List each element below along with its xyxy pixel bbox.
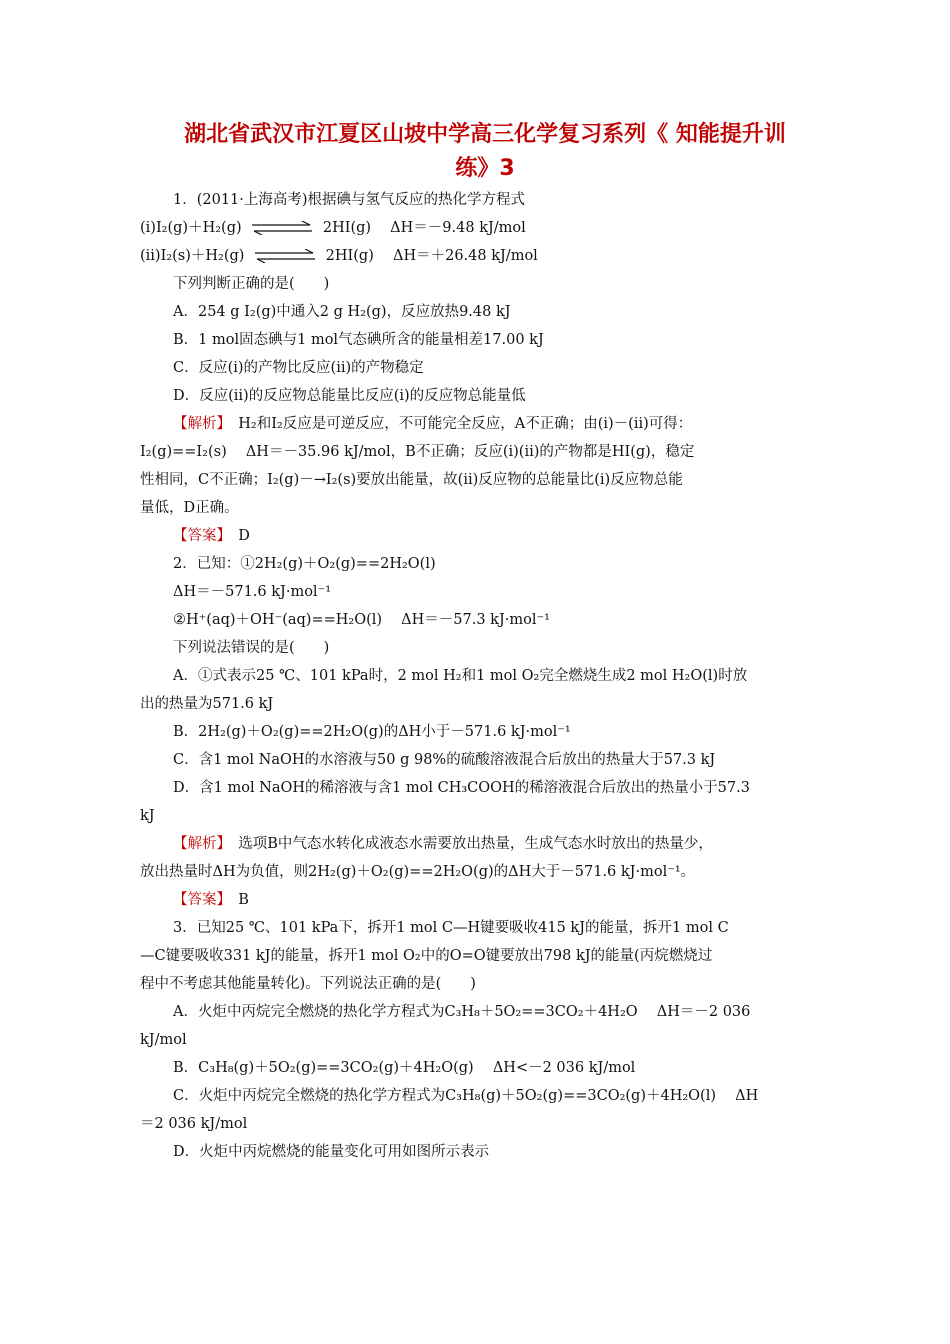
- analysis-label: 【解析】: [173, 836, 224, 852]
- q1-eq1-left: (ⅰ)I₂(g)＋H₂(g): [140, 220, 242, 236]
- q2-option-b: B．2H₂(g)＋O₂(g)==2H₂O(g)的ΔH小于－571.6 kJ·mol⁻¹: [173, 724, 571, 740]
- q2-option-d: D．含1 mol NaOH的稀溶液与含1 mol CH₃COOH的稀溶液混合后放出的热量小于57.3: [173, 780, 750, 796]
- equilibrium-arrow-icon: [250, 221, 314, 235]
- q2-answer: [140, 886, 820, 914]
- q1-equation-1: [140, 214, 820, 242]
- q2-ask: 下列说法错误的是( ): [173, 640, 330, 656]
- q2-option-a-cont: 出的热量为571.6 kJ: [140, 696, 274, 712]
- q3-stem-2: —C键要吸收331 kJ的能量，拆开1 mol O₂中的O=O键要放出798 kJ的能量(丙烷燃烧过: [140, 948, 713, 964]
- q1-option-c: C．反应(ⅰ)的产物比反应(ⅱ)的产物稳定: [173, 360, 424, 376]
- answer-label: 【答案】: [173, 528, 224, 544]
- q3-option-a-cont: kJ/mol: [140, 1032, 187, 1048]
- q3-option-c-cont: ＝2 036 kJ/mol: [140, 1116, 248, 1132]
- q1-option-a: A．254 g I₂(g)中通入2 g H₂(g)，反应放热9.48 kJ: [173, 304, 511, 320]
- analysis-label: 【解析】: [173, 416, 224, 432]
- q1-analysis-line-2: I₂(g)==I₂(s) ΔH＝－35.96 kJ/mol，B不正确；反应(ⅰ)(ⅱ)的产物都是HI(g)，稳定: [140, 444, 695, 460]
- q2-option-d-cont: kJ: [140, 808, 155, 824]
- equilibrium-arrow-icon: [253, 249, 317, 263]
- document-title: [140, 118, 830, 186]
- q1-analysis-line-3: 性相同，C不正确；I₂(g)－→I₂(s)要放出能量，故(ⅱ)反应物的总能量比(ⅰ)反应物总能: [140, 472, 683, 488]
- q1-option-b: B．1 mol固态碘与1 mol气态碘所含的能量相差17.00 kJ: [173, 332, 544, 348]
- q2-analysis-text-1: 选项B中气态水转化成液态水需要放出热量，生成气态水时放出的热量少，: [223, 836, 713, 852]
- q2-stem-3: ②H⁺(aq)＋OH⁻(aq)==H₂O(l) ΔH＝－57.3 kJ·mol⁻¹: [173, 612, 550, 628]
- q1-analysis-line-4: 量低，D正确。: [140, 500, 239, 516]
- q2-stem-2: ΔH＝－571.6 kJ·mol⁻¹: [173, 584, 332, 600]
- q2-analysis-line-2: 放出热量时ΔH为负值，则2H₂(g)＋O₂(g)==2H₂O(g)的ΔH大于－571.6 kJ·mol⁻¹。: [140, 864, 696, 880]
- q1-analysis: [140, 410, 820, 438]
- title-line-2: 练》3: [455, 156, 515, 181]
- q1-eq2-left: (ⅱ)I₂(s)＋H₂(g): [140, 248, 245, 264]
- title-line-1: 湖北省武汉市江夏区山坡中学高三化学复习系列《 知能提升训: [184, 122, 786, 147]
- q2-stem: 2．已知：①2H₂(g)＋O₂(g)==2H₂O(l): [173, 556, 436, 572]
- q1-answer: [140, 522, 820, 550]
- q1-option-d: D．反应(ⅱ)的反应物总能量比反应(ⅰ)的反应物总能量低: [173, 388, 526, 404]
- q3-stem-3: 程中不考虑其他能量转化)。下列说法正确的是( ): [140, 976, 476, 992]
- q1-eq1-right: 2HI(g) ΔH＝－9.48 kJ/mol: [322, 220, 526, 236]
- q1-analysis-text-1: H₂和I₂反应是可逆反应，不可能完全反应，A不正确；由(ⅰ)－(ⅱ)可得：: [223, 416, 693, 432]
- q2-option-a: A．①式表示25 ℃、101 kPa时，2 mol H₂和1 mol O₂完全燃烧生成2 mol H₂O(l)时放: [173, 668, 748, 684]
- q3-option-b: B．C₃H₈(g)＋5O₂(g)==3CO₂(g)＋4H₂O(g) ΔH<－2 036 kJ/mol: [173, 1060, 636, 1076]
- q2-answer-value: B: [223, 892, 249, 908]
- q1-answer-value: D: [223, 528, 250, 544]
- q2-analysis: [140, 830, 820, 858]
- q1-equation-2: [140, 242, 820, 270]
- answer-label: 【答案】: [173, 892, 224, 908]
- q1-ask: 下列判断正确的是( ): [173, 276, 330, 292]
- q3-option-a: A．火炬中丙烷完全燃烧的热化学方程式为C₃H₈＋5O₂==3CO₂＋4H₂O ΔH＝－2 036: [173, 1004, 751, 1020]
- q1-stem: 1．(2011·上海高考)根据碘与氢气反应的热化学方程式: [173, 192, 526, 208]
- q3-option-d: D．火炬中丙烷燃烧的能量变化可用如图所示表示: [173, 1144, 490, 1160]
- q3-option-c: C．火炬中丙烷完全燃烧的热化学方程式为C₃H₈(g)＋5O₂(g)==3CO₂(g)＋4H₂O(l) ΔH: [173, 1088, 759, 1104]
- document-body: [140, 186, 820, 1166]
- q1-eq2-right: 2HI(g) ΔH＝＋26.48 kJ/mol: [325, 248, 538, 264]
- q2-option-c: C．含1 mol NaOH的水溶液与50 g 98%的硫酸溶液混合后放出的热量大于57.3 kJ: [173, 752, 716, 768]
- q3-stem: 3．已知25 ℃、101 kPa下，拆开1 mol C—H键要吸收415 kJ的能量，拆开1 mol C: [173, 920, 729, 936]
